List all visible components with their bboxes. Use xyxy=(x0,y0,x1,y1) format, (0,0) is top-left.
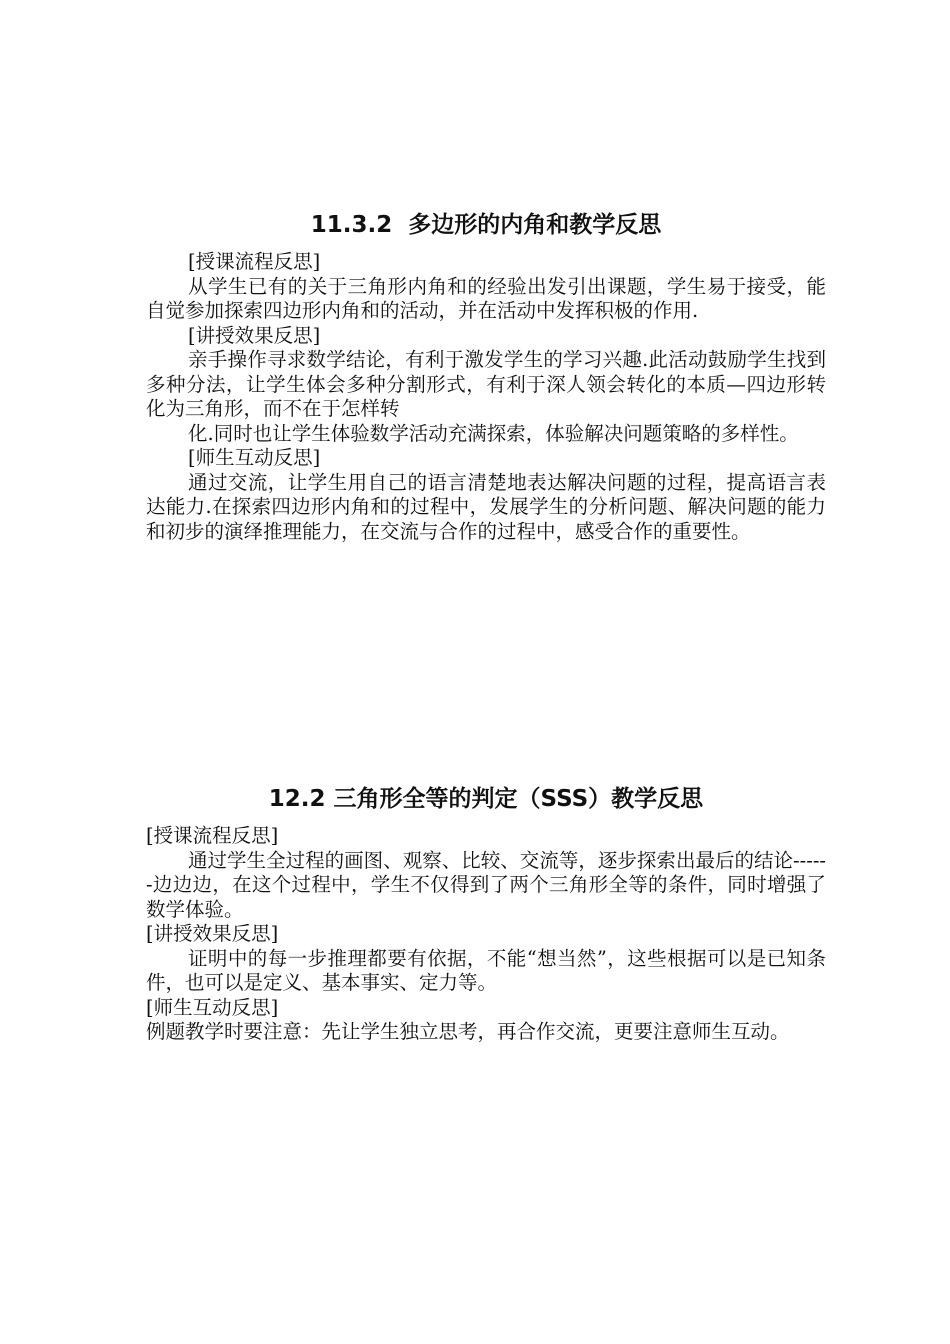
label-teaching-effect: [讲授效果反思] xyxy=(146,922,279,945)
label-teaching-process: [授课流程反思] xyxy=(146,824,279,847)
section-polygon-interior-angles xyxy=(146,208,826,544)
label-teacher-student-interaction: [师生互动反思] xyxy=(146,995,279,1019)
label-teaching-effect: [讲授效果反思] xyxy=(188,323,321,347)
section-triangle-congruence-sss xyxy=(146,782,826,1045)
paragraph-teacher-student-interaction: 例题教学时要注意：先让学生独立思考，再合作交流，更要注意师生互动。 xyxy=(146,1020,790,1043)
paragraph-teaching-effect: 证明中的每一步推理都要有依据，不能“想当然”，这些根据可以是已知条件，也可以是定义、基本事实、定力等。 xyxy=(146,946,826,994)
label-teacher-student-interaction: [师生互动反思] xyxy=(188,446,321,469)
label-teaching-process: [授课流程反思] xyxy=(188,250,321,273)
paragraph-teacher-student-interaction: 通过交流，让学生用自己的语言清楚地表达解决问题的过程，提高语言表达能力.在探索四边形内角和的过程中，发展学生的分析问题、解决问题的能力和初步的演绎推理能力，在交流与合作的过程中，感受合作的重要性。 xyxy=(146,470,826,543)
paragraph-teaching-process: 通过学生全过程的画图、观察、比较、交流等，逐步探索出最后的结论------边边边，在这个过程中，学生不仅得到了两个三角形全等的条件，同时增强了数学体验。 xyxy=(146,848,826,921)
section-title: 11.3.2 多边形的内角和教学反思 xyxy=(310,212,662,238)
paragraph-teaching-effect: 亲手操作寻求数学结论，有利于激发学生的学习兴趣.此活动鼓励学生找到多种分法，让学生体会多种分割形式，有利于深人领会转化的本质—四边形转化为三角形，而不在于怎样转 xyxy=(146,348,826,420)
paragraph-teaching-effect-continued: 化.同时也让学生体验数学活动充满探索，体验解决问题策略的多样性。 xyxy=(188,421,799,445)
paragraph-teaching-process: 从学生已有的关于三角形内角和的经验出发引出课题，学生易于接受，能自觉参加探索四边形内角和的活动，并在活动中发挥积极的作用. xyxy=(146,274,826,322)
section-title: 12.2 三角形全等的判定（SSS）教学反思 xyxy=(268,786,704,812)
